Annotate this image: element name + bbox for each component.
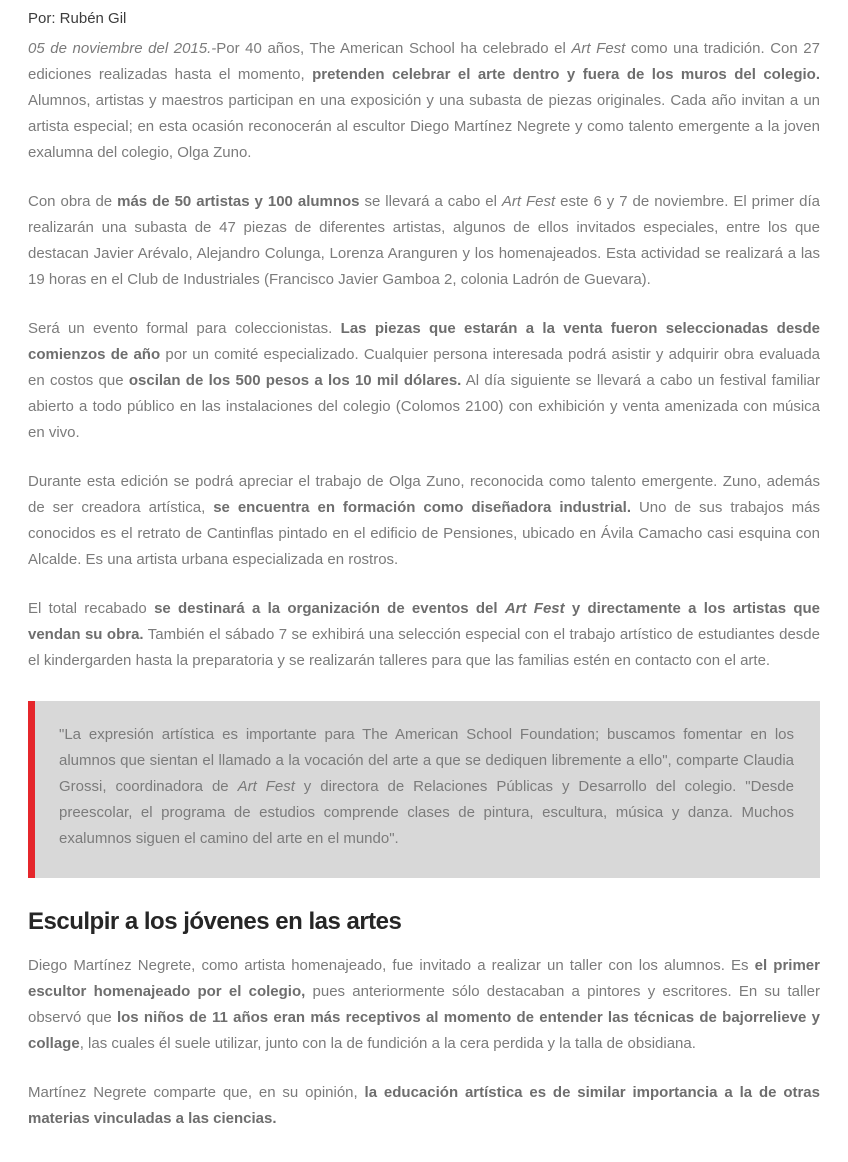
quote-accent-bar — [28, 701, 35, 878]
paragraph-intro — [28, 36, 820, 166]
text-run: este 6 y 7 de noviembre. El primer día realizarán una subasta de 47 piezas de diferentes artistas, algunos de ellos invitados especiales, entre los que destacan Javier Arévalo, Alejandro Colunga, Lorenza Aranguren y los homenajeados. Esta actividad se realizará a las 19 horas en el Club de Industriales (Francisco Javier Gamboa 2, colonia Ladrón de Guevara). — [28, 193, 820, 288]
text-run: Diego Martínez Negrete, como artista homenajeado, fue invitado a realizar un taller con los alumnos. Es — [28, 957, 755, 974]
text-run: los niños de 11 años eran más receptivos al momento de entender las técnicas de bajorrelieve y collage — [28, 1009, 820, 1052]
text-run: por un comité especializado. Cualquier persona interesada podrá asistir y adquirir obra evaluada en costos que — [28, 346, 820, 389]
paragraph-closing — [28, 1080, 820, 1132]
text-run: y directora de Relaciones Públicas y Desarrollo del colegio. "Desde preescolar, el programa de estudios comprende clases de pintura, escultura, música y danza. Muchos exalumnos siguen el camino del arte en el mundo". — [59, 778, 794, 847]
text-run: la educación artística es de similar importancia a la de otras materias vinculadas a las ciencias. — [28, 1084, 820, 1127]
text-run: Art Fest — [501, 193, 556, 210]
section-heading: Esculpir a los jóvenes en las artes — [28, 908, 402, 935]
text-run: el primer escultor homenajeado por el colegio, — [28, 957, 820, 1000]
text-run: Durante esta edición se podrá apreciar el trabajo de Olga Zuno, reconocida como talento emergente. Zuno, además de ser creadora artística, — [28, 473, 820, 516]
text-run: se llevará a cabo el — [359, 193, 502, 210]
text-run: se encuentra en formación como diseñadora industrial. — [213, 499, 631, 516]
text-run: y directamente a los artistas que vendan su obra. — [28, 600, 821, 643]
text-run: Art Fest — [237, 778, 295, 795]
paragraph-workshop — [28, 953, 820, 1057]
text-run: Art Fest — [504, 600, 565, 617]
text-run: También el sábado 7 se exhibirá una selección especial con el trabajo artístico de estudiantes desde el kindergarden hasta la preparatoria y se realizarán talleres para que las familias estén en contacto con el arte. — [28, 626, 820, 669]
text-run: como una tradición. Con 27 ediciones realizadas hasta el momento, — [28, 40, 820, 83]
text-run: Art Fest — [571, 40, 626, 57]
pull-quote-text — [59, 722, 794, 852]
text-run: pretenden celebrar el arte dentro y fuera de los muros del colegio. — [312, 66, 820, 83]
text-run: Alumnos, artistas y maestros participan en una exposición y una subasta de piezas originales. Cada año invitan a un artista especial; en esta ocasión reconocerán al escultor Diego Martínez Negrete y como talento emergente a la joven exalumna del colegio, Olga Zuno. — [28, 92, 820, 161]
text-run: Por 40 años, The American School ha celebrado el — [216, 40, 572, 57]
text-run: "La expresión artística es importante para The American School Foundation; buscamos fomentar en los alumnos que sientan el llamado a la vocación del arte a que se dediquen libremente a ello", comparte Claudia Grossi, coordinadora de — [59, 726, 794, 795]
text-run: Las piezas que estarán a la venta fueron seleccionadas desde comienzos de año — [28, 320, 821, 363]
paragraph-auction — [28, 316, 820, 446]
paragraph-olga-zuno — [28, 469, 820, 573]
text-run: Será un evento formal para coleccionistas. — [28, 320, 341, 337]
text-run: Martínez Negrete comparte que, en su opinión, — [28, 1084, 365, 1101]
text-run: , las cuales él suele utilizar, junto con la de fundición a la cera perdida y la talla de obsidiana. — [79, 1035, 696, 1052]
text-run: 05 de noviembre del 2015.- — [28, 40, 217, 57]
text-run: más de 50 artistas y 100 alumnos — [117, 193, 360, 210]
text-run: pues anteriormente sólo destacaban a pintores y escritores. En su taller observó que — [28, 983, 820, 1026]
text-run: Con obra de — [28, 193, 118, 210]
paragraph-event-details — [28, 189, 820, 293]
text-run: Al día siguiente se llevará a cabo un festival familiar abierto a todo público en las instalaciones del colegio (Colomos 2100) con exhibición y venta amenizada con música en vivo. — [28, 372, 820, 441]
byline: Por: Rubén Gil — [28, 10, 127, 27]
text-run: oscilan de los 500 pesos a los 10 mil dólares. — [128, 372, 462, 389]
text-run: se destinará a la organización de eventos del — [154, 600, 505, 617]
text-run: El total recabado — [28, 600, 155, 617]
pull-quote — [28, 701, 820, 878]
text-run: Uno de sus trabajos más conocidos es el retrato de Cantinflas pintado en el edificio de Pensiones, ubicado en Ávila Camacho casi esquina con Alcalde. Es una artista urbana especializada en rostros. — [28, 499, 820, 568]
paragraph-proceeds — [28, 596, 820, 674]
